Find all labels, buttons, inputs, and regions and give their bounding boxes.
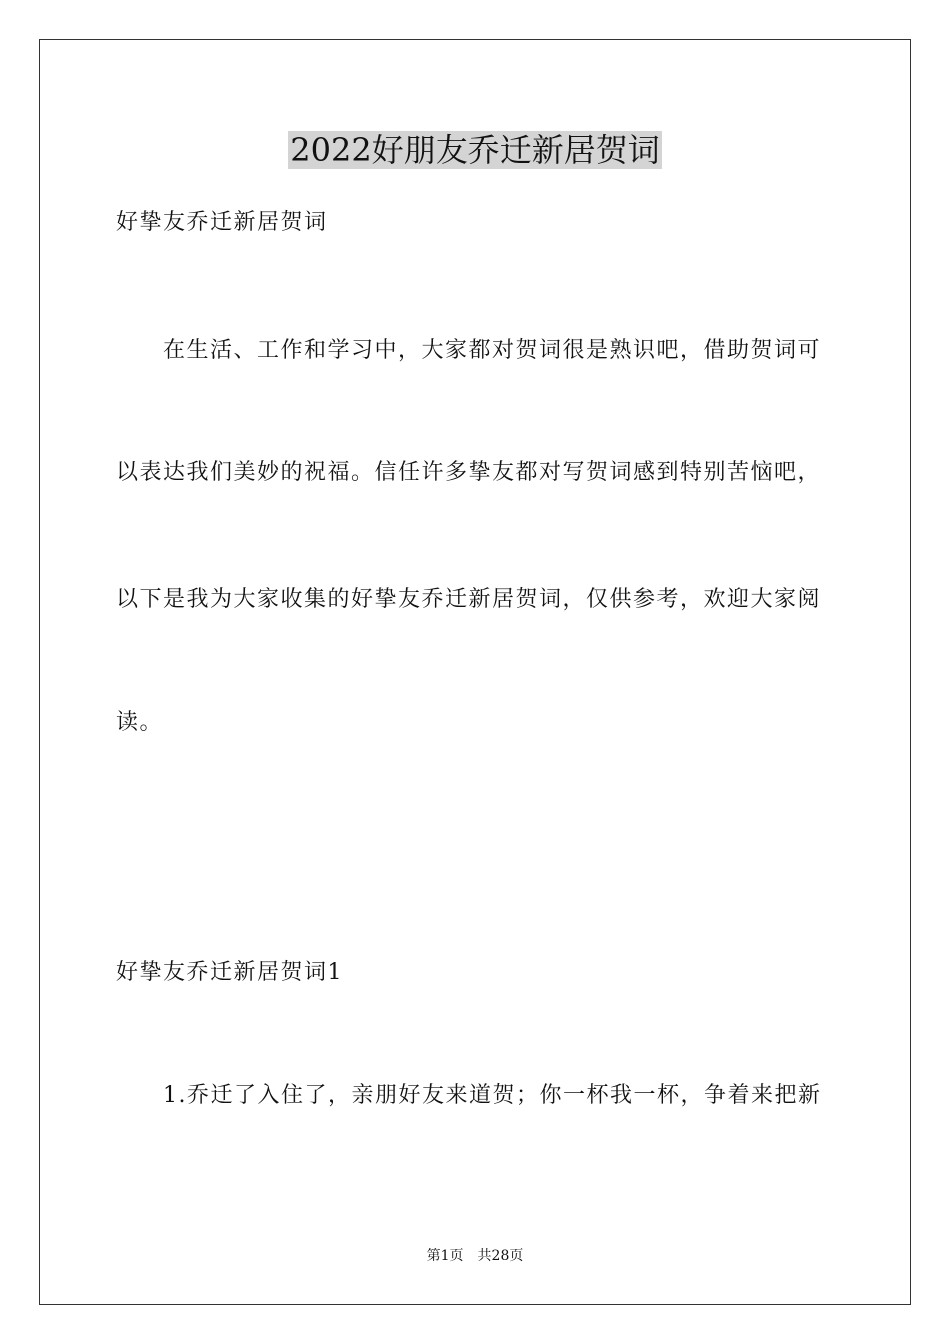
document-title [0,128,950,172]
intro-line-1: 在生活、工作和学习中，大家都对贺词很是熟识吧，借助贺词可 [116,338,822,363]
document-subtitle: 好挚友乔迁新居贺词 [116,210,328,235]
item-line-1: 1.乔迁了入住了，亲朋好友来道贺；你一杯我一杯，争着来把新 [116,1083,822,1108]
intro-line-3: 以下是我为大家收集的好挚友乔迁新居贺词，仅供参考，欢迎大家阅 [116,587,822,612]
document-title-text: 2022好朋友乔迁新居贺词 [290,131,660,169]
page-footer: 第1页 共28页 [426,1248,524,1264]
intro-line-4: 读。 [116,710,164,735]
section-heading: 好挚友乔迁新居贺词1 [116,960,343,985]
intro-line-2: 以表达我们美妙的祝福。信任许多挚友都对写贺词感到特别苦恼吧， [116,460,822,485]
